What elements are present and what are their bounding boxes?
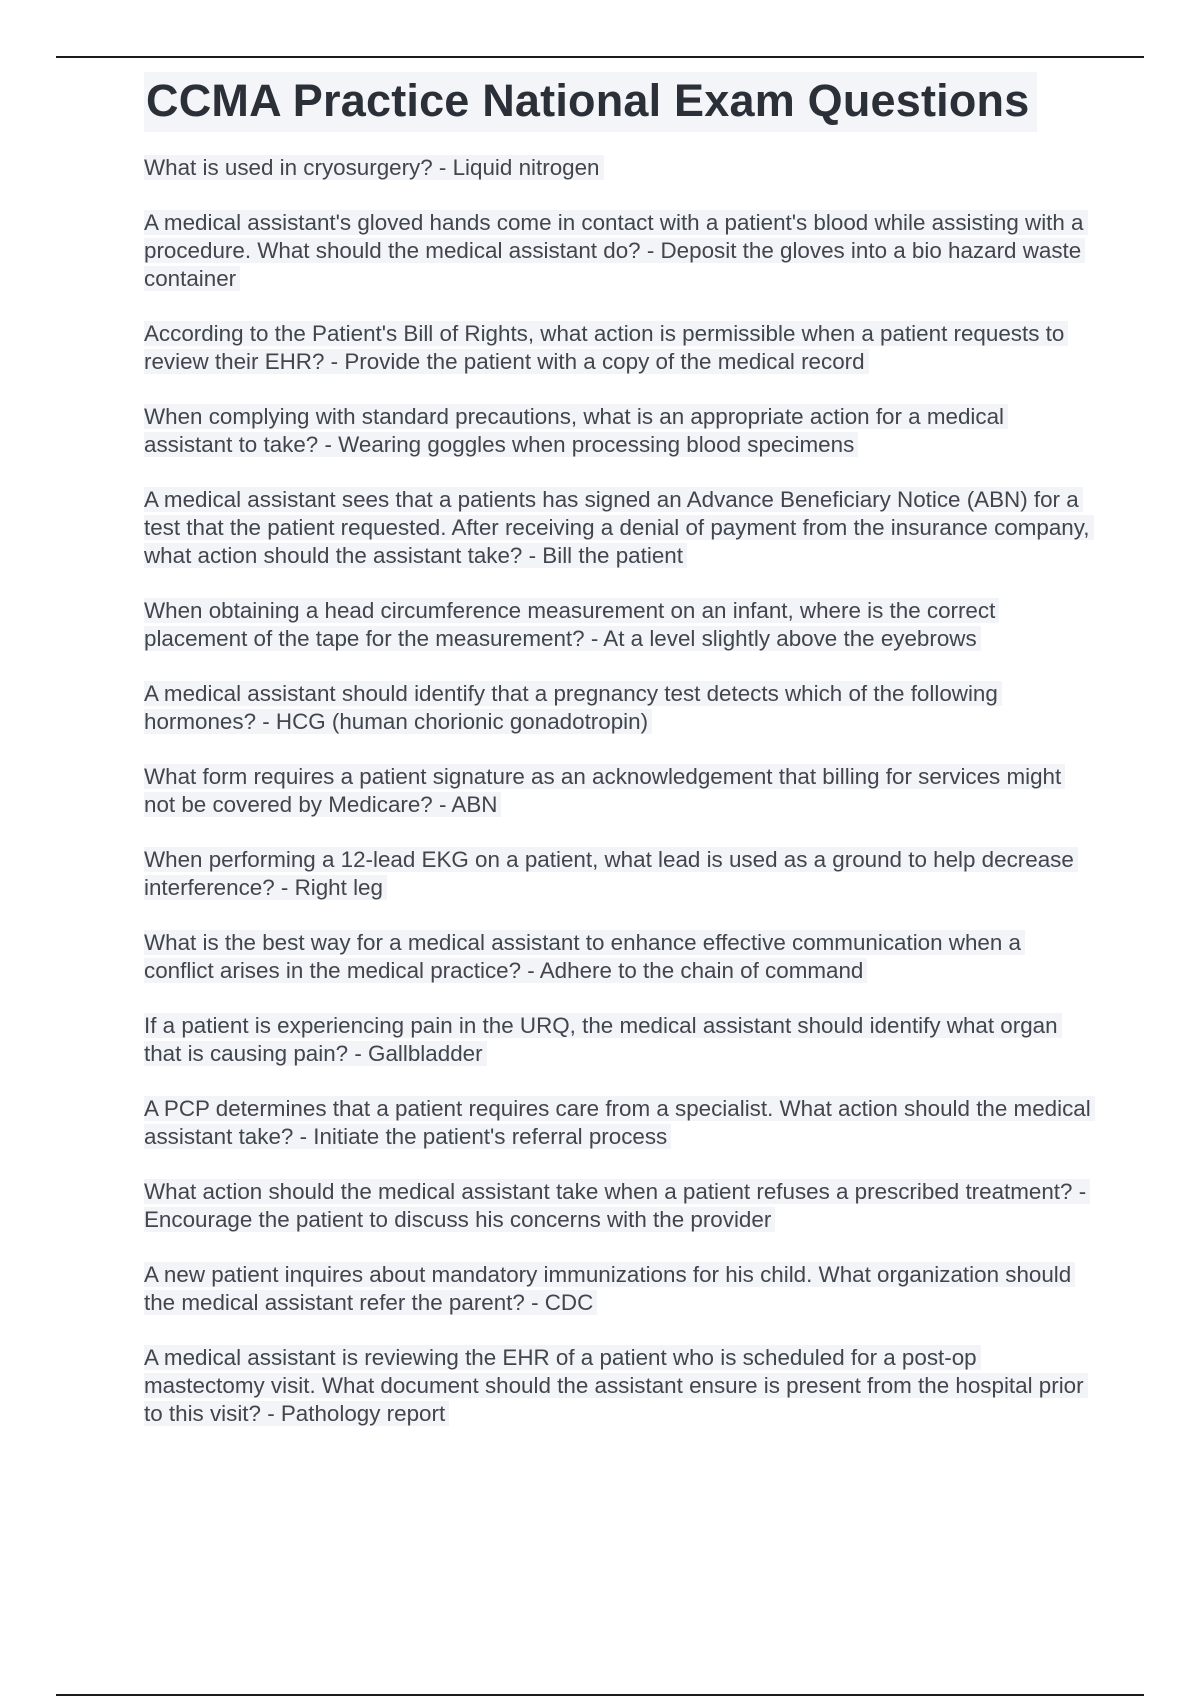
list-item [144,1012,1094,1068]
question-answer-text: According to the Patient's Bill of Rights, what action is permissible when a patient requests to review their EHR? - Provide the patient with a copy of the medical record [144,321,1068,374]
list-item [144,320,1094,376]
list-item [144,1095,1094,1151]
question-answer-text: When performing a 12-lead EKG on a patient, what lead is used as a ground to help decrease interference? - Right leg [144,847,1078,900]
question-answer-text: When obtaining a head circumference measurement on an infant, where is the correct placement of the tape for the measurement? - At a level slightly above the eyebrows [144,598,999,651]
list-item [144,1178,1094,1234]
document-body [144,72,1094,1455]
list-item [144,486,1094,570]
question-answer-text: A new patient inquires about mandatory immunizations for his child. What organization should the medical assistant refer the parent? - CDC [144,1262,1075,1315]
question-list [144,154,1094,1428]
list-item [144,1261,1094,1317]
list-item [144,1344,1094,1428]
question-answer-text: What is the best way for a medical assistant to enhance effective communication when a conflict arises in the medical practice? - Adhere to the chain of command [144,930,1025,983]
list-item [144,929,1094,985]
list-item [144,763,1094,819]
list-item [144,597,1094,653]
list-item [144,209,1094,293]
question-answer-text: A medical assistant is reviewing the EHR of a patient who is scheduled for a post-op mastectomy visit. What document should the assistant ensure is present from the hospital prior to this visit? - Pathology report [144,1345,1088,1426]
question-answer-text: A medical assistant should identify that a pregnancy test detects which of the following hormones? - HCG (human chorionic gonadotropin) [144,681,1002,734]
list-item [144,154,1094,182]
question-answer-text: What form requires a patient signature as an acknowledgement that billing for services might not be covered by Medicare? - ABN [144,764,1065,817]
question-answer-text: What action should the medical assistant take when a patient refuses a prescribed treatment? - Encourage the patient to discuss his concerns with the provider [144,1179,1090,1232]
question-answer-text: A medical assistant sees that a patients has signed an Advance Beneficiary Notice (ABN) for a test that the patient requested. After receiving a denial of payment from the insurance company, what action should the assistant take? - Bill the patient [144,487,1094,568]
bottom-rule [56,1694,1144,1696]
list-item [144,846,1094,902]
question-answer-text: What is used in cryosurgery? - Liquid nitrogen [144,155,604,180]
page-title: CCMA Practice National Exam Questions [144,72,1037,132]
question-answer-text: A PCP determines that a patient requires care from a specialist. What action should the medical assistant take? - Initiate the patient's referral process [144,1096,1095,1149]
list-item [144,403,1094,459]
list-item [144,680,1094,736]
question-answer-text: When complying with standard precautions, what is an appropriate action for a medical assistant to take? - Wearing goggles when processing blood specimens [144,404,1008,457]
question-answer-text: A medical assistant's gloved hands come in contact with a patient's blood while assisting with a procedure. What should the medical assistant do? - Deposit the gloves into a bio hazard waste container [144,210,1088,291]
question-answer-text: If a patient is experiencing pain in the URQ, the medical assistant should identify what organ that is causing pain? - Gallbladder [144,1013,1062,1066]
top-rule [56,56,1144,58]
